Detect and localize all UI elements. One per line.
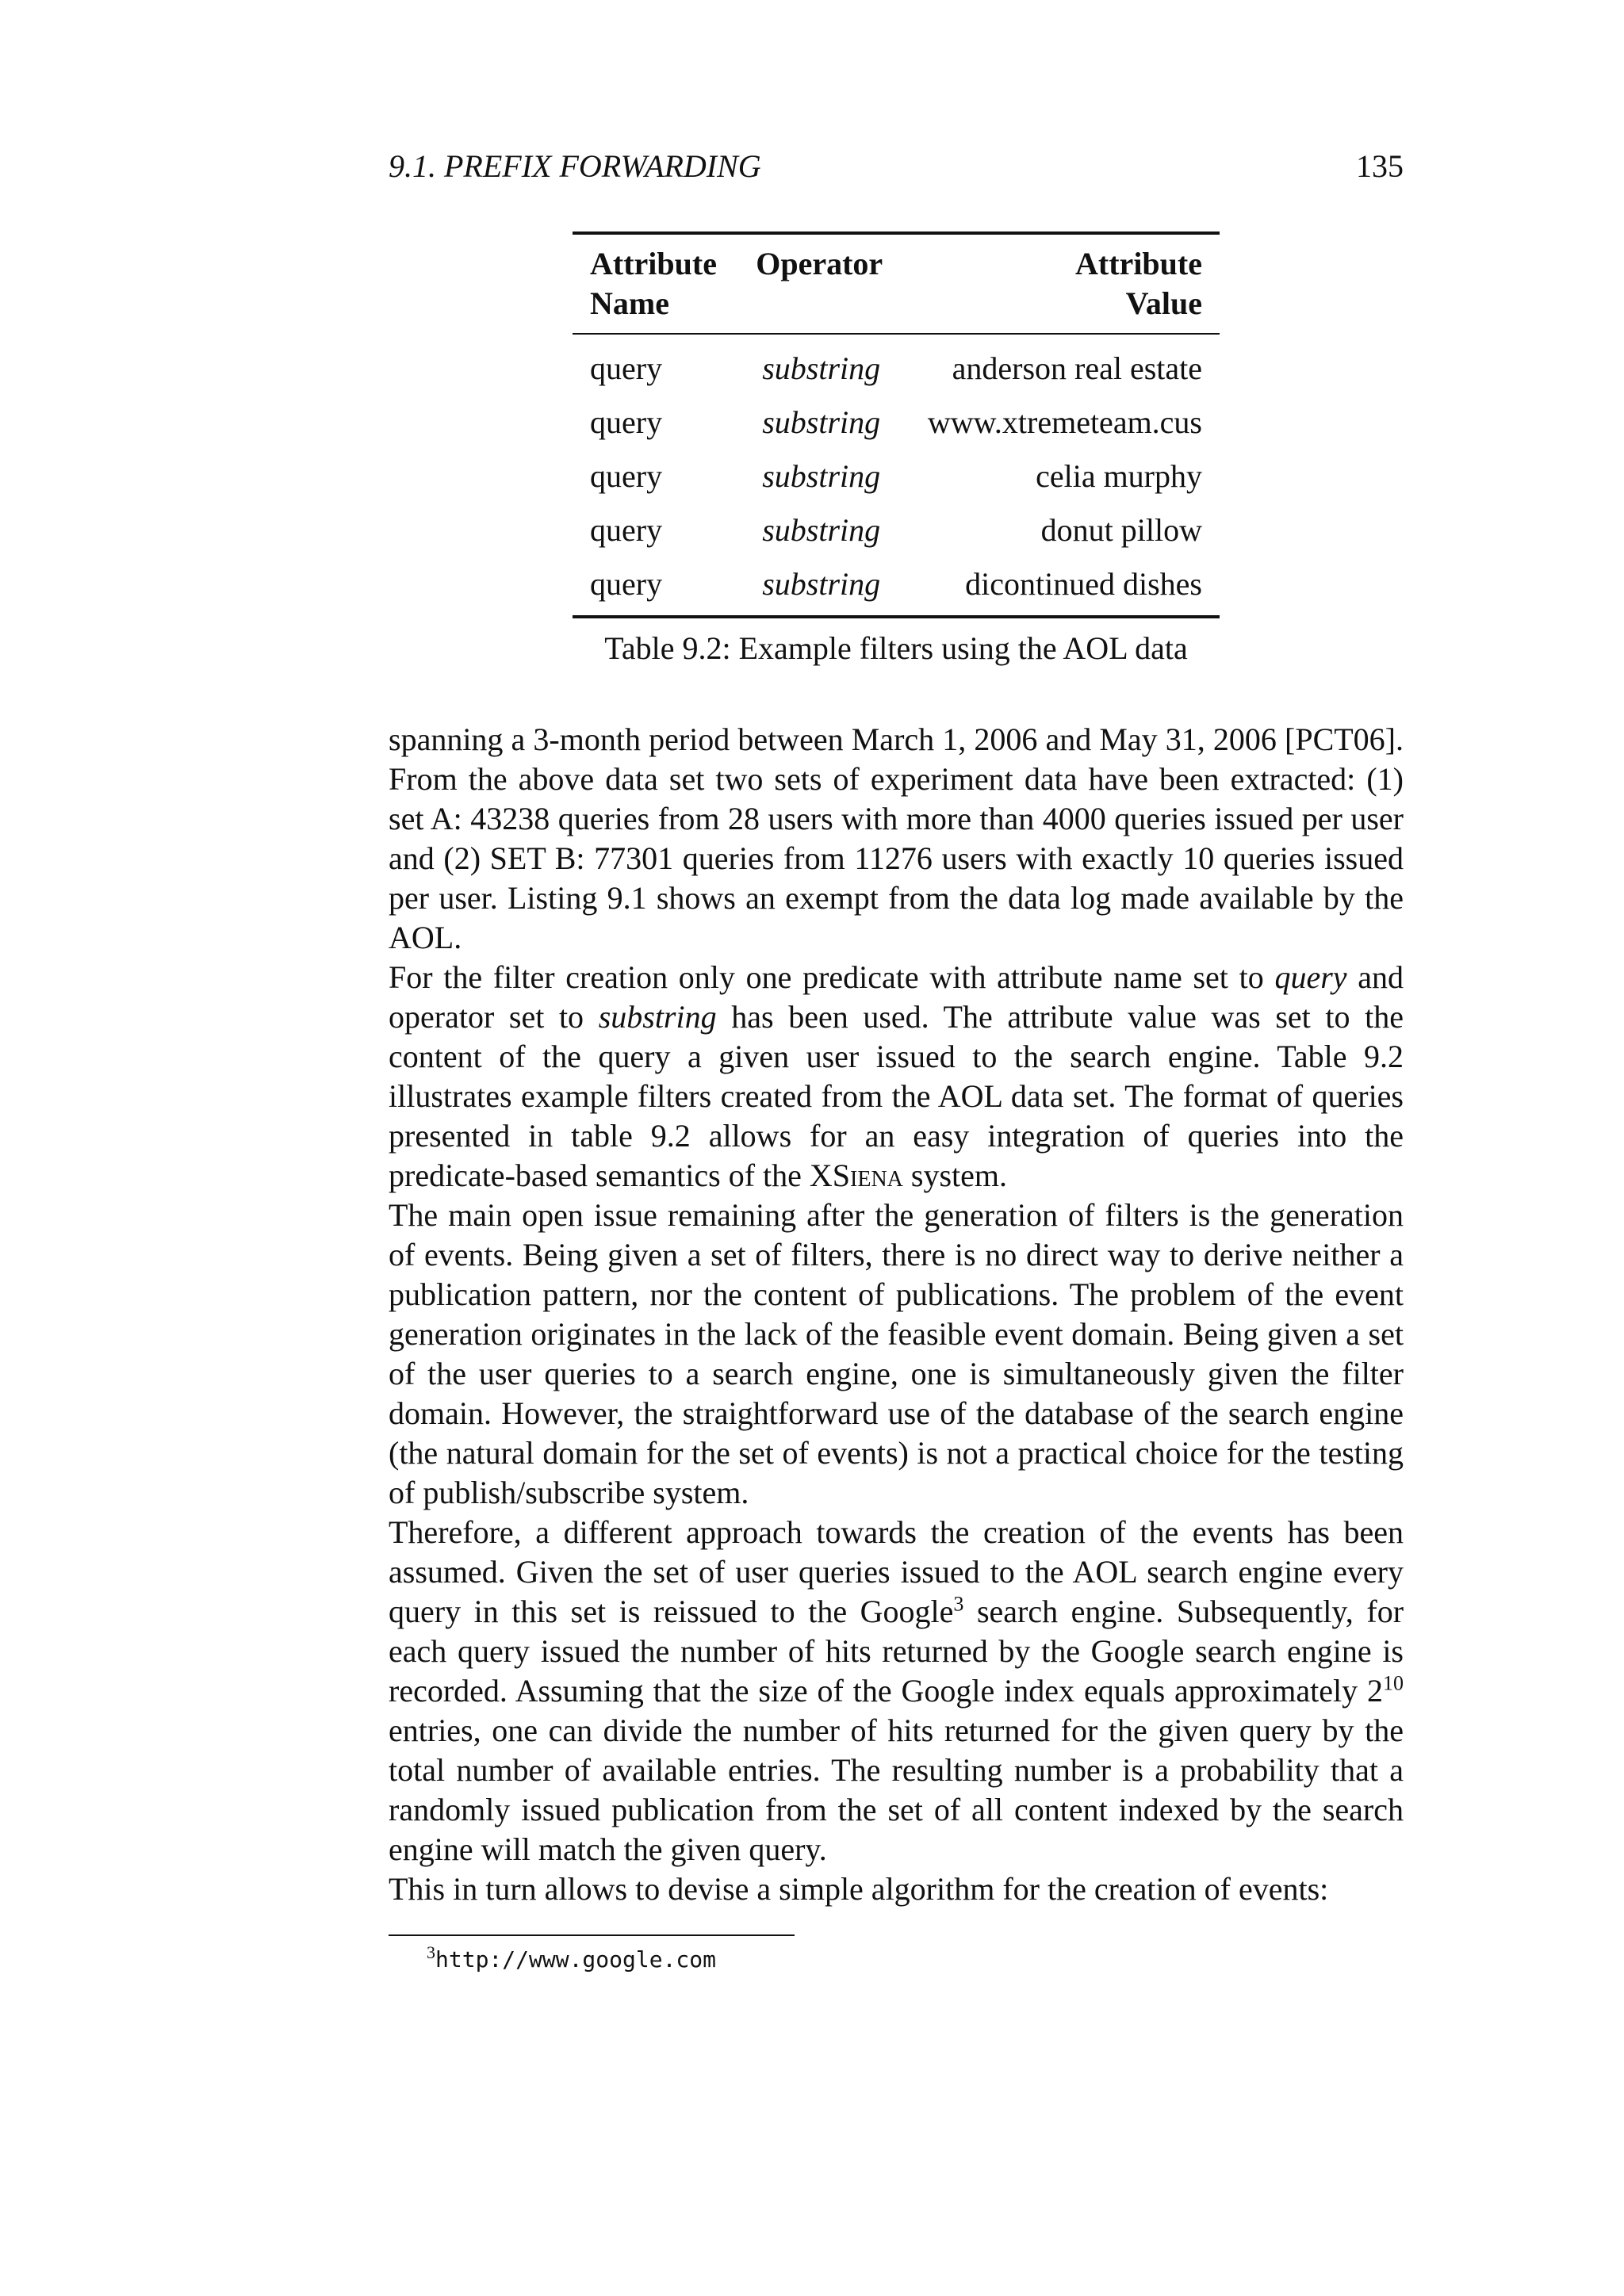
p4-text-b: search engine. Subsequently, for each query issued the number of hits returned by the Google search engine is recorded. Assuming that the size of the Google index equals approximately 2 bbox=[389, 1594, 1404, 1709]
footnote bbox=[427, 1944, 716, 1976]
filters-table-container bbox=[573, 232, 1220, 618]
p2-term-substring: substring bbox=[598, 999, 717, 1035]
cell-operator: substring bbox=[762, 404, 881, 440]
body-text bbox=[389, 720, 1404, 1909]
paragraph-3: The main open issue remaining after the generation of filters is the generation of events. Being given a set of filters, there is no direct way to derive neither a publication pattern, nor the content of publications. The problem of the event generation originates in the lack of the feasible event domain. Being given a set of the user queries to a search engine, one is simultaneously given the filter domain. However, the straightforward use of the database of the search engine (the natural domain for the set of events) is not a practical choice for the testing of publish/subscribe system. bbox=[389, 1197, 1404, 1510]
cell-operator: substring bbox=[762, 350, 881, 386]
table-caption: Table 9.2: Example filters using the AOL data bbox=[604, 630, 1188, 666]
footnote-reference: 3 bbox=[953, 1592, 964, 1616]
filters-table bbox=[573, 232, 1220, 618]
xsiena-prefix: XS bbox=[809, 1158, 851, 1193]
cell-attribute-value: celia murphy bbox=[1036, 458, 1202, 494]
paragraph-1: spanning a 3-month period between March 1, 2006 and May 31, 2006 [PCT06]. From the above data set two sets of experiment data have been extracted: (1) set A: 43238 queries from 28 users with more than 4000 queries issued per user and (2) SET B: 77301 queries from 11276 users with exactly 10 queries issued per user. Listing 9.1 shows an exempt from the data log made available by the AOL. bbox=[389, 721, 1404, 955]
cell-attribute-name: query bbox=[590, 566, 663, 602]
header-attribute-name-line2: Name bbox=[590, 285, 669, 321]
p2-text-e: has been used. The attribute value was set to the content of the query a given user issued to the search engine. Table 9.2 illustrates example filters created from the AOL data set. The format of queries presented in table 9.2 allows for an easy integration of queries into the predicate-based semantics of the bbox=[389, 999, 1404, 1193]
p2-text-c: and operator set to bbox=[389, 959, 1404, 1035]
cell-operator: substring bbox=[762, 512, 881, 548]
exponent: 10 bbox=[1383, 1671, 1404, 1695]
cell-attribute-value: dicontinued dishes bbox=[965, 566, 1202, 602]
cell-attribute-value: donut pillow bbox=[1040, 512, 1202, 548]
p2-text-h: system. bbox=[902, 1158, 1008, 1193]
cell-attribute-value: www.xtremeteam.cus bbox=[927, 404, 1202, 440]
cell-operator: substring bbox=[762, 566, 881, 602]
page-number: 135 bbox=[1356, 148, 1404, 184]
cell-operator: substring bbox=[762, 458, 881, 494]
p4-text-c: entries, one can divide the number of hits returned for the given query by the total number of available entries. The resulting number is a probability that a randomly issued publication from the set of all content indexed by the search engine will match the given query. bbox=[389, 1712, 1404, 1867]
header-attribute-value bbox=[910, 233, 1220, 334]
paragraph-2 bbox=[389, 958, 1404, 1196]
running-head bbox=[389, 146, 1404, 187]
footnote-divider bbox=[389, 1934, 795, 1936]
table-row bbox=[573, 334, 1220, 396]
table-header-row bbox=[573, 233, 1220, 334]
table-row bbox=[573, 396, 1220, 450]
table-row bbox=[573, 557, 1220, 617]
header-attribute-value-line1: Attribute bbox=[1075, 246, 1202, 281]
cell-attribute-name: query bbox=[590, 458, 663, 494]
cell-attribute-name: query bbox=[590, 350, 663, 386]
footnote-mark: 3 bbox=[427, 1942, 435, 1962]
p2-term-query: query bbox=[1274, 959, 1347, 995]
p4-text-a: Therefore, a different approach towards the creation of the events has been assumed. Given the set of user queries issued to the AOL search engine every query in this set is reissued to the Google bbox=[389, 1514, 1404, 1629]
p2-text-a: For the filter creation only one predicate with attribute name set to bbox=[389, 959, 1275, 995]
xsiena-smallcaps: iena bbox=[850, 1158, 903, 1193]
section-title: 9.1. PREFIX FORWARDING bbox=[389, 148, 761, 184]
header-attribute-value-line2: Value bbox=[1125, 285, 1202, 321]
cell-attribute-value: anderson real estate bbox=[952, 350, 1202, 386]
table-row bbox=[573, 503, 1220, 557]
header-attribute-name-line1: Attribute bbox=[590, 246, 717, 281]
table-row bbox=[573, 450, 1220, 503]
cell-attribute-name: query bbox=[590, 512, 663, 548]
header-operator: Operator bbox=[738, 233, 910, 334]
paragraph-4 bbox=[389, 1513, 1404, 1869]
paragraph-5: This in turn allows to devise a simple algorithm for the creation of events: bbox=[389, 1871, 1329, 1907]
cell-attribute-name: query bbox=[590, 404, 663, 440]
footnote-url: http://www.google.com bbox=[435, 1946, 717, 1973]
header-attribute-name bbox=[573, 233, 738, 334]
